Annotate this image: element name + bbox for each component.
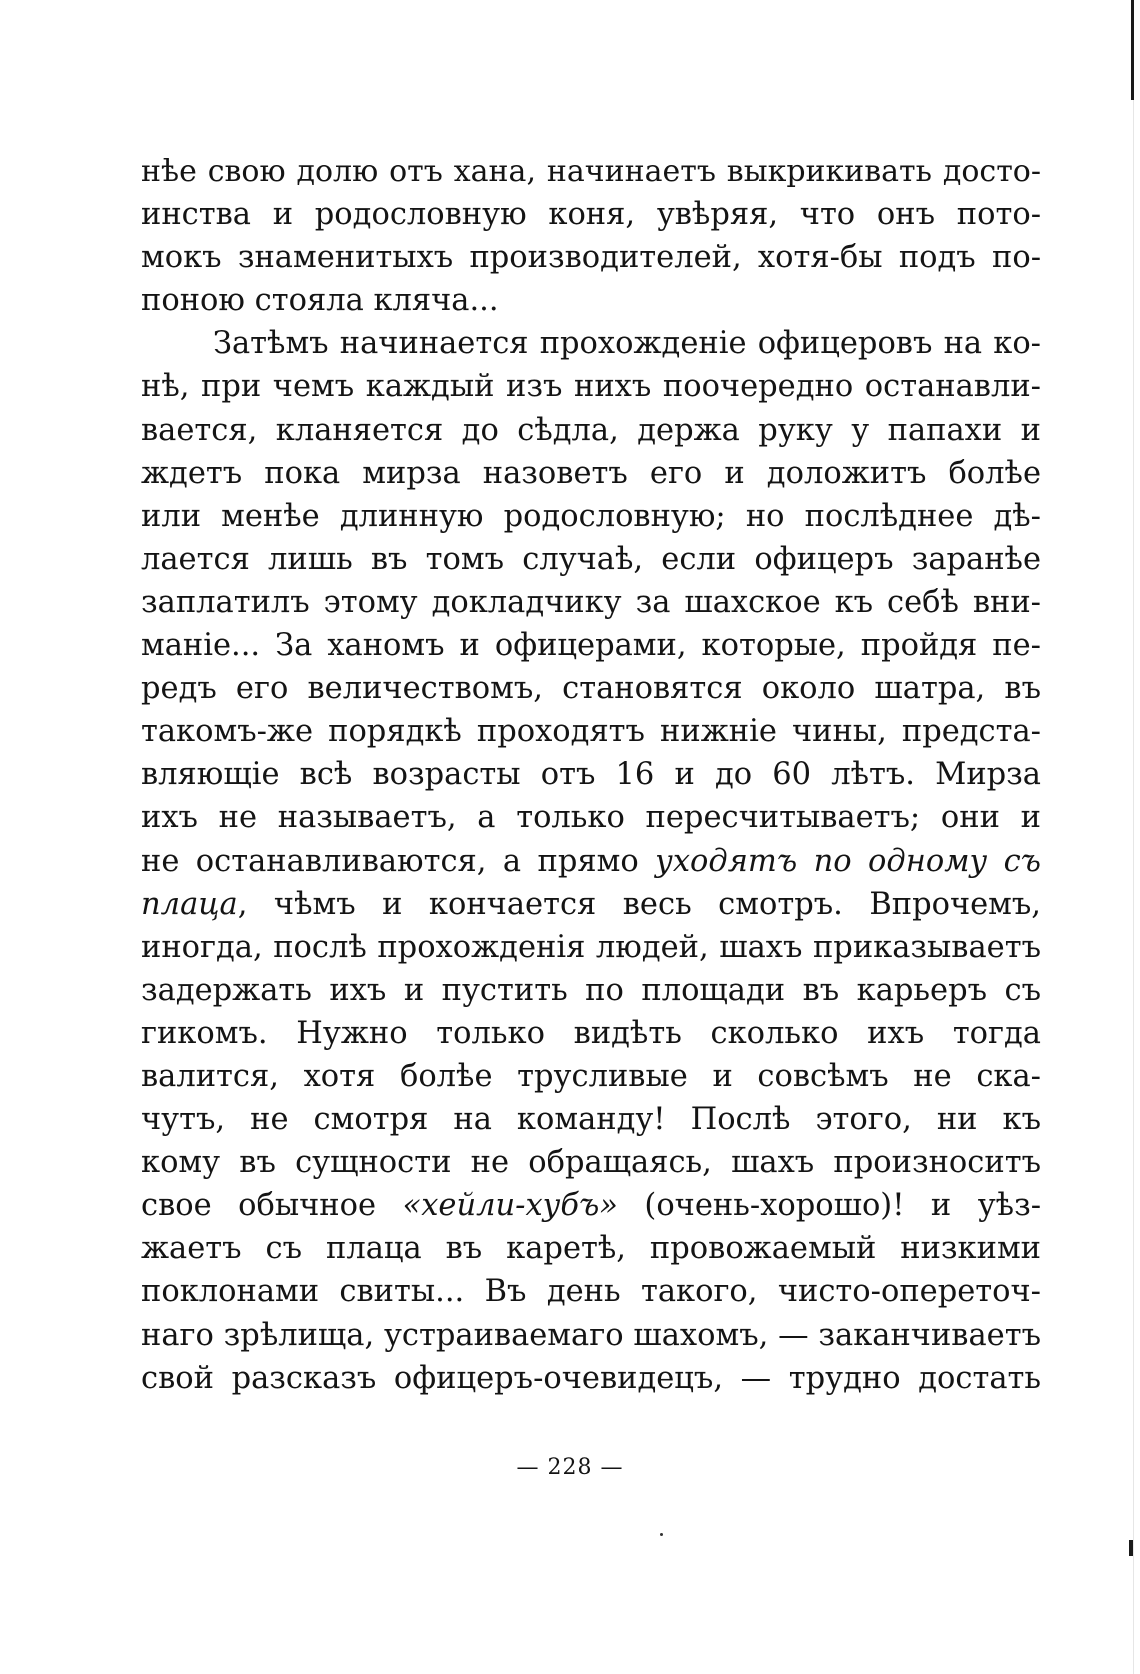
text-line: задержать ихъ и пустить по площади въ карьеръ съ <box>141 972 1041 1008</box>
page-number: — 228 — <box>516 1455 624 1480</box>
text-line: ждетъ пока мирза назоветъ его и доложитъ болѣе <box>141 455 1041 491</box>
text-line: нѣ, при чемъ каждый изъ нихъ поочередно останавли- <box>141 369 1041 405</box>
text-line: редъ его величествомъ, становятся около шатра, въ <box>141 671 1041 707</box>
text-line: чутъ, не смотря на команду! Послѣ этого, ни къ <box>141 1102 1041 1138</box>
text-line: мокъ знаменитыхъ производителей, хотя-бы подъ по- <box>141 240 1041 276</box>
text-line-with-italic <box>141 840 1041 883</box>
text-line-with-italic <box>141 1184 1041 1227</box>
text-line: ихъ не называетъ, а только пересчитываетъ; они и <box>141 800 1041 836</box>
text-line: лается лишь въ томъ случаѣ, если офицеръ заранѣе <box>141 541 1041 577</box>
text-line: кому въ сущности не обращаясь, шахъ произноситъ <box>141 1145 1041 1181</box>
text-line: инства и родословную коня, увѣряя, что онъ пото- <box>141 197 1041 233</box>
scan-edge-line <box>1131 0 1134 100</box>
text-line: Затѣмъ начинается прохожденіе офицеровъ на ко- <box>213 326 1041 362</box>
italic-phrase: плаца <box>141 886 238 922</box>
scan-speck <box>660 1533 663 1536</box>
scan-edge-mark <box>1129 1540 1133 1556</box>
scan-edge-faint <box>1133 100 1134 1674</box>
text-segment: (очень-хорошо)! и уѣз- <box>617 1188 1042 1224</box>
text-line: или менѣе длинную родословную; но послѣднее дѣ- <box>141 498 1041 534</box>
text-line: наго зрѣлища, устраиваемаго шахомъ, — заканчиваетъ <box>141 1317 1041 1353</box>
text-line: жаетъ съ плаца въ каретѣ, провожаемый низкими <box>141 1231 1041 1267</box>
text-line: поною стояла кляча... <box>141 283 499 319</box>
text-line: заплатилъ этому докладчику за шахское къ себѣ вни- <box>141 584 1041 620</box>
text-line: вается, кланяется до сѣдла, держа руку у папахи и <box>141 412 1041 448</box>
text-segment: , чѣмъ и кончается весь смотръ. Впрочемъ, <box>237 886 1041 922</box>
text-segment: не останавливаются, а прямо <box>141 843 639 879</box>
text-line: гикомъ. Нужно только видѣть сколько ихъ тогда <box>141 1015 1041 1051</box>
text-line: поклонами свиты... Въ день такого, чисто-опереточ- <box>141 1274 1041 1310</box>
text-line: валится, хотя болѣе трусливые и совсѣмъ не ска- <box>141 1058 1041 1094</box>
text-line: вляющіе всѣ возрасты отъ 16 и до 60 лѣтъ. Мирза <box>141 757 1041 793</box>
italic-phrase: «хейли-хубъ» <box>402 1188 618 1224</box>
text-line-with-italic <box>141 883 1041 926</box>
text-line: нѣе свою долю отъ хана, начинаетъ выкрикивать досто- <box>141 154 1041 189</box>
text-line: иногда, послѣ прохожденія людей, шахъ приказываетъ <box>141 929 1041 965</box>
text-line: маніе... За ханомъ и офицерами, которые, пройдя пе- <box>141 628 1041 664</box>
text-segment: свое обычное <box>141 1188 377 1224</box>
page-body-text <box>141 150 1041 1400</box>
italic-phrase: уходятъ по одному съ <box>655 843 1042 879</box>
text-line: такомъ-же порядкѣ проходятъ нижніе чины, предста- <box>141 714 1041 750</box>
text-line: свой разсказъ офицеръ-очевидецъ, — трудно достать <box>141 1360 1041 1396</box>
